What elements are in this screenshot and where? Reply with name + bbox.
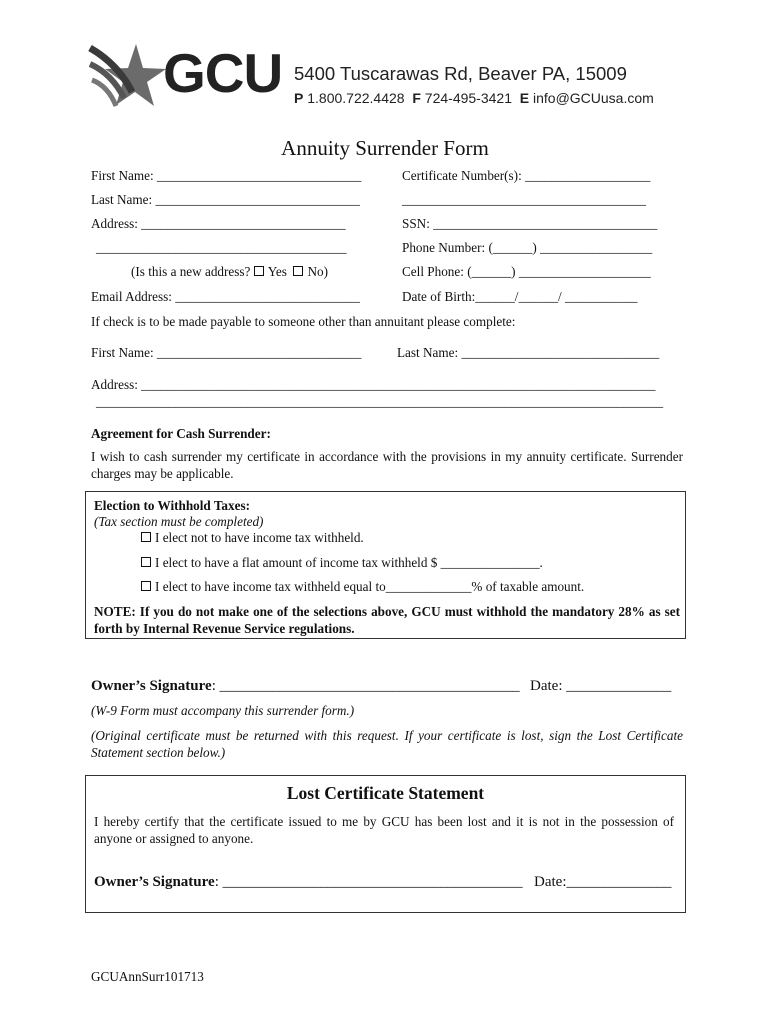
company-address: 5400 Tuscarawas Rd, Beaver PA, 15009 [294, 63, 627, 84]
tax-note: NOTE: If you do not make one of the selections above, GCU must withhold the mandatory 28% as set forth by Internal Revenue Service regulations. [94, 604, 680, 636]
tax-option-flat-amount[interactable] [141, 555, 543, 571]
company-email: info@GCUusa.com [533, 90, 654, 106]
w9-note: (W-9 Form must accompany this surrender form.) [91, 703, 355, 718]
no-label: No) [307, 264, 328, 279]
tax-option2-label: I elect to have a flat amount of income tax withheld $ _______________. [155, 555, 543, 570]
lost-certificate-text: I hereby certify that the certificate issued to me by GCU has been lost and it is not in the possession of anyone or assigned to anyone. [94, 814, 674, 846]
first-name-field[interactable]: First Name: _______________________________ [91, 168, 362, 183]
tax-subheading: (Tax section must be completed) [94, 514, 264, 529]
fax-label: F [412, 90, 421, 106]
payee-last-name-field[interactable]: Last Name: ______________________________ [397, 345, 660, 360]
phone-label: P [294, 90, 304, 106]
tax-option3-checkbox[interactable] [141, 581, 151, 591]
no-checkbox[interactable] [293, 266, 303, 276]
lost-certificate-title: Lost Certificate Statement [286, 783, 485, 803]
address-field[interactable]: Address: _______________________________ [91, 216, 346, 231]
signature-date-field[interactable]: Date: ______________ [530, 678, 672, 694]
tax-option3-label: I elect to have income tax withheld equal to_____________% of taxable amount. [155, 579, 585, 594]
company-phone: 1.800.722.4428 [307, 90, 405, 106]
logo-wordmark: GCU [163, 42, 283, 104]
original-certificate-note: (Original certificate must be returned with this request. If your certificate is lost, sign the Lost Certificate Statement section below.) [91, 728, 683, 760]
email-label: E [519, 90, 530, 106]
certificate-number-field[interactable]: Certificate Number(s): ___________________ [402, 168, 651, 183]
yes-checkbox[interactable] [254, 266, 264, 276]
new-address-label: (Is this a new address? [131, 264, 251, 279]
payable-instruction: If check is to be made payable to someone other than annuitant please complete: [91, 314, 516, 329]
date-of-birth-field[interactable]: Date of Birth:______/______/ ___________ [402, 289, 638, 304]
lost-owner-signature-label: Owner’s Signature [94, 874, 215, 890]
ssn-field[interactable]: SSN: __________________________________ [402, 216, 658, 231]
new-address-question [131, 264, 328, 280]
agreement-text: I wish to cash surrender my certificate in accordance with the provisions in my annuity certificate. Surrender charges may be applicable. [91, 449, 683, 481]
form-code: GCUAnnSurr101713 [91, 969, 204, 984]
payee-first-name-field[interactable]: First Name: _______________________________ [91, 345, 362, 360]
tax-heading: Election to Withhold Taxes: [94, 498, 250, 513]
cell-phone-field[interactable]: Cell Phone: (______) ____________________ [402, 264, 651, 279]
payee-address-field[interactable]: Address: ______________________________________________________________________________ [91, 377, 656, 392]
tax-option-no-withhold[interactable] [141, 530, 364, 546]
tax-option1-checkbox[interactable] [141, 532, 151, 542]
lost-owner-signature-field[interactable] [94, 874, 523, 891]
owner-signature-field[interactable] [91, 678, 520, 695]
yes-label: Yes [267, 264, 287, 279]
agreement-heading: Agreement for Cash Surrender: [91, 426, 271, 441]
page-title: Annuity Surrender Form [281, 136, 489, 160]
owner-signature-line: : ________________________________________ [211, 678, 520, 694]
email-address-field[interactable]: Email Address: ____________________________ [91, 289, 360, 304]
lost-owner-signature-line: : ________________________________________ [214, 874, 523, 890]
company-contact [294, 90, 654, 106]
tax-option1-label: I elect not to have income tax withheld. [155, 530, 364, 545]
address-line2-field[interactable]: ______________________________________ [96, 240, 347, 255]
owner-signature-label: Owner’s Signature [91, 678, 212, 694]
certificate-number-extra-field[interactable]: _____________________________________ [402, 192, 646, 207]
company-fax: 724-495-3421 [424, 90, 512, 106]
tax-option-percent[interactable] [141, 579, 584, 595]
last-name-field[interactable]: Last Name: _______________________________ [91, 192, 360, 207]
lost-date-field[interactable]: Date:______________ [534, 874, 672, 890]
payee-address-line2-field[interactable]: ______________________________________________________________________________________ [96, 394, 664, 409]
phone-number-field[interactable]: Phone Number: (______) _________________ [402, 240, 653, 255]
gcu-star-logo [88, 42, 168, 112]
tax-option2-checkbox[interactable] [141, 557, 151, 567]
